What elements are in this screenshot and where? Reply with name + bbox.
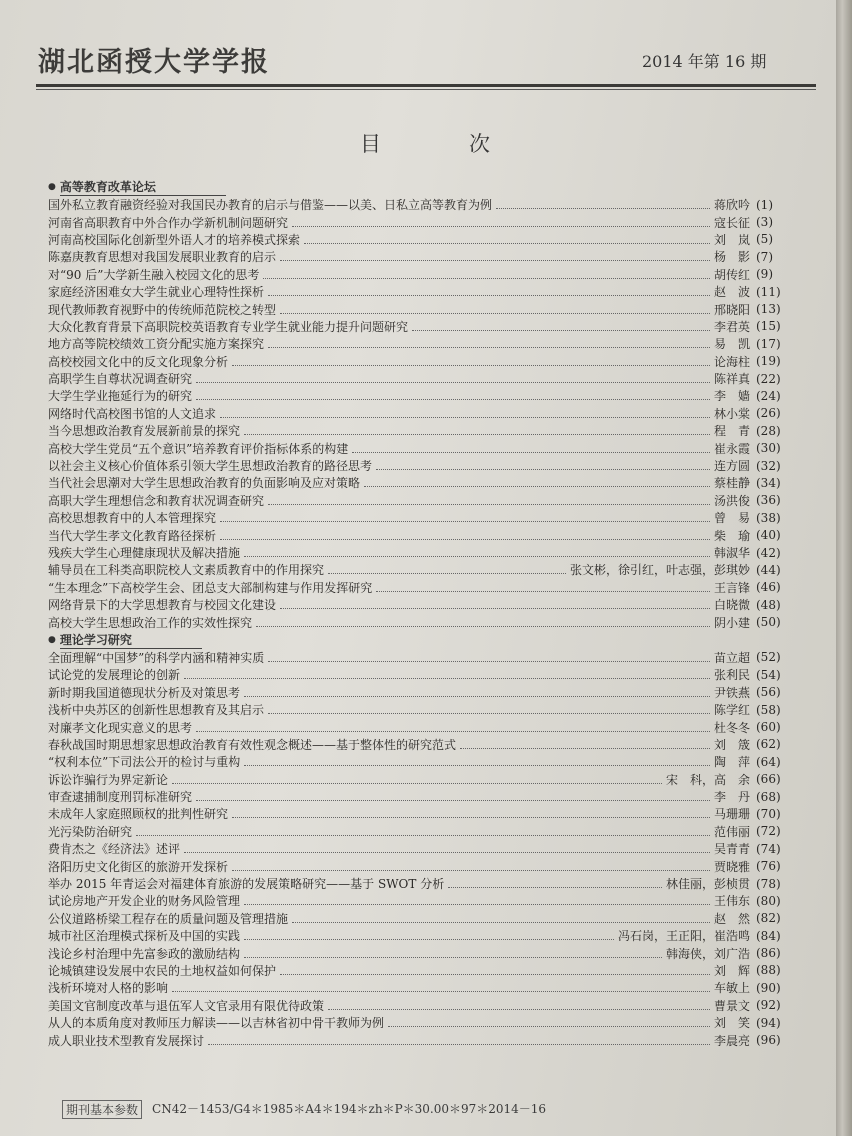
entry-title: 河南省高职教育中外合作办学新机制问题研究 [48,215,289,230]
toc-entry[interactable] [48,231,796,248]
entry-page-number: (42) [756,545,781,560]
leader-dots [196,399,710,400]
toc-entry[interactable] [48,248,796,265]
entry-title: 当代大学生孝文化教育路径探析 [48,528,217,543]
entry-page-number: (11) [756,284,781,299]
entry-author: 李晨亮 [713,1033,750,1048]
toc-entry[interactable] [48,857,796,874]
leader-dots [280,608,710,609]
entry-author: 李 嫱 [713,389,750,404]
entry-title: 未成年人家庭照顾权的批判性研究 [48,807,229,822]
entry-author: 阴小建 [713,615,750,630]
entry-title: 高校大学生思想政治工作的实效性探究 [48,615,253,630]
entry-page-number: (50) [756,615,781,630]
entry-author: 宋 科，高 余 [665,772,750,787]
entry-page-number: (52) [756,650,781,665]
toc-entry[interactable] [48,579,796,596]
entry-title: 当代社会思潮对大学生思想政治教育的负面影响及应对策略 [48,476,361,491]
leader-dots [496,208,710,209]
leader-dots [208,1044,710,1045]
entry-author: 连方圆 [713,459,750,474]
toc-entry[interactable] [48,823,796,840]
entry-page-number: (3) [756,215,773,230]
leader-dots [268,295,710,296]
entry-author: 杜冬冬 [713,720,750,735]
leader-dots [220,539,710,540]
entry-title: 当今思想政治教育发展新前景的探究 [48,424,241,439]
issue-number: 2014 年第 16 期 [642,52,767,71]
entry-title: 高职学生自尊状况调查研究 [48,372,193,387]
leader-dots [364,486,710,487]
entry-author: 论海柱 [713,354,750,369]
entry-author: 寇长征 [713,215,750,230]
entry-author: 范伟丽 [713,824,750,839]
entry-author: 蒋欣吟 [713,198,750,213]
entry-page-number: (48) [756,597,781,612]
section-title: 高等教育改革论坛 [60,178,226,196]
entry-author: 邢晓阳 [713,302,750,317]
entry-title: 现代教师教育视野中的传统师范院校之转型 [48,302,277,317]
leader-dots [172,783,662,784]
entry-title: 对廉孝文化现实意义的思考 [48,720,193,735]
entry-page-number: (74) [756,841,781,856]
leader-dots [220,417,710,418]
toc-entry[interactable] [48,526,796,543]
leader-dots [412,330,710,331]
entry-page-number: (26) [756,406,781,421]
entry-page-number: (78) [756,876,781,891]
entry-page-number: (68) [756,789,781,804]
toc-entry[interactable] [48,805,796,822]
toc-entry[interactable] [48,875,796,892]
entry-title: 全面理解“中国梦”的科学内涵和精神实质 [48,650,265,665]
toc-entry[interactable] [48,613,796,630]
entry-page-number: (22) [756,371,781,386]
entry-title: 成人职业技术型教育发展探讨 [48,1033,205,1048]
entry-page-number: (5) [756,232,773,247]
entry-title: 家庭经济困难女大学生就业心理特性探析 [48,285,265,300]
footer-label: 期刊基本参数 [62,1100,142,1119]
header-rule [36,84,816,87]
toc-entry[interactable] [48,474,796,491]
toc-entry[interactable] [48,439,796,456]
toc-entry[interactable] [48,335,796,352]
entry-page-number: (88) [756,963,781,978]
entry-page-number: (40) [756,528,781,543]
section-bullet-icon: ● [48,182,56,192]
entry-page-number: (9) [756,267,773,282]
toc-entry[interactable] [48,492,796,509]
entry-page-number: (13) [756,302,781,317]
leader-dots [196,731,710,732]
entry-page-number: (19) [756,354,781,369]
entry-author: 易 凯 [713,337,750,352]
entry-page-number: (30) [756,441,781,456]
entry-author: 张文彬，徐引红，叶志强，彭琪妙 [569,563,750,578]
entry-author: 王言锋 [713,580,750,595]
leader-dots [268,347,710,348]
entry-page-number: (24) [756,388,781,403]
leader-dots [196,800,710,801]
entry-author: 柴 瑜 [713,528,750,543]
toc-sections [48,178,796,1049]
entry-author: 程 青 [713,424,750,439]
entry-author: 冯石岗，王正阳，崔浩鸣 [617,929,750,944]
leader-dots [448,887,662,888]
toc-heading [360,128,490,158]
leader-dots [172,991,710,992]
entry-title: 以社会主义核心价值体系引领大学生思想政治教育的路径思考 [48,459,373,474]
leader-dots [388,1026,710,1027]
leader-dots [268,661,710,662]
toc-entry[interactable] [48,771,796,788]
footer-params [62,1100,546,1119]
leader-dots [244,904,710,905]
entry-title: 地方高等院校绩效工资分配实施方案探究 [48,337,265,352]
entry-author: 王伟东 [713,894,750,909]
entry-title: 春秋战国时期思想家思想政治教育有效性观念概述——基于整体性的研究范式 [48,737,457,752]
toc-entry[interactable] [48,944,796,961]
entry-title: 洛阳历史文化街区的旅游开发探析 [48,859,229,874]
toc-entry[interactable] [48,370,796,387]
toc-entry[interactable] [48,283,796,300]
entry-title: 从人的本质角度对教师压力解读——以吉林省初中骨干教师为例 [48,1016,385,1031]
entry-author: 苗立超 [713,650,750,665]
entry-author: 刘 岚 [713,232,750,247]
leader-dots [376,591,710,592]
toc-entry[interactable] [48,353,796,370]
entry-page-number: (60) [756,720,781,735]
leader-dots [460,748,710,749]
leader-dots [232,365,710,366]
toc-entry[interactable] [48,422,796,439]
section-header [48,178,796,196]
entry-author: 马珊珊 [713,807,750,822]
leader-dots [196,382,710,383]
entry-author: 陶 萍 [713,755,750,770]
entry-author: 林佳丽，彭桢贯 [665,877,750,892]
entry-author: 胡传红 [713,267,750,282]
leader-dots [184,852,710,853]
entry-author: 刘 辉 [713,963,750,978]
toc-entry[interactable] [48,788,796,805]
entry-title: 浅析中央苏区的创新性思想教育及其启示 [48,703,265,718]
entry-page-number: (90) [756,980,781,995]
toc-entry[interactable] [48,684,796,701]
entry-page-number: (58) [756,702,781,717]
entry-title: 高校校园文化中的反文化现象分析 [48,354,229,369]
entry-author: 白晓微 [713,598,750,613]
entry-page-number: (96) [756,1033,781,1048]
toc-entry[interactable] [48,1031,796,1048]
leader-dots [220,521,710,522]
leader-dots [244,696,710,697]
toc-entry[interactable] [48,701,796,718]
entry-title: 费肯杰之《经济法》述评 [48,842,181,857]
leader-dots [136,835,710,836]
entry-author: 汤洪俊 [713,493,750,508]
entry-author: 杨 影 [713,250,750,265]
leader-dots [268,713,710,714]
entry-title: 新时期我国道德现状分析及对策思考 [48,685,241,700]
header-rule-thin [36,89,816,90]
entry-page-number: (80) [756,893,781,908]
journal-title: 湖北函授大学学报 [38,47,270,78]
toc-entry[interactable] [48,718,796,735]
entry-page-number: (92) [756,998,781,1013]
entry-author: 车敏上 [713,981,750,996]
entry-author: 陈祥真 [713,372,750,387]
toc-entry[interactable] [48,1014,796,1031]
section-title: 理论学习研究 [60,631,202,649]
toc-entry[interactable] [48,736,796,753]
leader-dots [292,922,710,923]
entry-title: 试论房地产开发企业的财务风险管理 [48,894,241,909]
entry-page-number: (17) [756,336,781,351]
toc-entry[interactable] [48,840,796,857]
leader-dots [232,817,710,818]
entry-author: 韩淑华 [713,546,750,560]
leader-dots [268,504,710,505]
toc-entry[interactable] [48,962,796,979]
entry-author: 贾晓雅 [713,859,750,874]
entry-page-number: (84) [756,928,781,943]
toc-entry[interactable] [48,753,796,770]
entry-author: 崔永霞 [713,441,750,456]
toc-entry[interactable] [48,927,796,944]
entry-title: 论城镇建设发展中农民的土地权益如何保护 [48,963,277,978]
entry-page-number: (72) [756,824,781,839]
leader-dots [328,573,566,574]
entry-title: 高校思想教育中的人本管理探究 [48,511,217,526]
entry-page-number: (1) [756,197,773,212]
entry-page-number: (76) [756,859,781,874]
entry-page-number: (28) [756,423,781,438]
toc-heading-char-1: 目 [360,132,381,156]
entry-page-number: (54) [756,667,781,682]
toc-entry[interactable] [48,457,796,474]
entry-title: 浅析环境对人格的影响 [48,981,169,996]
entry-title: 大众化教育背景下高职院校英语教育专业学生就业能力提升问题研究 [48,319,409,334]
entry-page-number: (64) [756,754,781,769]
entry-author: 李君英 [713,319,750,334]
entry-author: 陈学红 [713,703,750,718]
entry-title: 网络背景下的大学思想教育与校园文化建设 [48,598,277,613]
leader-dots [244,957,662,958]
toc-entry[interactable] [48,892,796,909]
entry-title: 举办 2015 年青运会对福建体育旅游的发展策略研究——基于 SWOT 分析 [48,877,445,892]
entry-title: 诉讼诈骗行为界定新论 [48,772,169,787]
toc-entry[interactable] [48,666,796,683]
leader-dots [376,469,710,470]
entry-author: 尹铁燕 [713,685,750,700]
leader-dots [184,678,710,679]
entry-page-number: (86) [756,946,781,961]
toc-entry[interactable] [48,910,796,927]
entry-page-number: (66) [756,772,781,787]
entry-author: 刘 筬 [713,737,750,752]
entry-title: 残疾大学生心理健康现状及解决措施 [48,546,241,560]
leader-dots [292,226,710,227]
toc-entry[interactable] [48,561,796,578]
entry-page-number: (94) [756,1015,781,1030]
leader-dots [244,765,710,766]
entry-page-number: (44) [756,562,781,577]
leader-dots [280,313,710,314]
entry-page-number: (82) [756,911,781,926]
entry-title: 高校大学生党员“五个意识”培养教育评价指标体系的构建 [48,441,349,456]
toc-entry[interactable] [48,544,796,561]
entry-title: “生本理念”下高校学生会、团总支大部制构建与作用发挥研究 [48,580,373,595]
entry-title: 对“90 后”大学新生融入校园文化的思考 [48,267,260,282]
toc-heading-char-2: 次 [469,132,490,156]
section-bullet-icon: ● [48,634,56,645]
toc-entry[interactable] [48,266,796,283]
entry-title: 美国文官制度改革与退伍军人文官录用有限优待政策 [48,998,325,1013]
footer-param-string: CN42－1453/G4＊1985＊A4＊194＊zh＊P＊30.00＊97＊2014－16 [152,1102,547,1116]
entry-page-number: (15) [756,319,781,334]
entry-author: 曾 易 [713,511,750,526]
entry-author: 赵 然 [713,911,750,926]
entry-title: 陈嘉庚教育思想对我国发展职业教育的启示 [48,250,277,265]
entry-page-number: (32) [756,458,781,473]
leader-dots [244,939,614,940]
toc-entry[interactable] [48,318,796,335]
entry-page-number: (36) [756,493,781,508]
entry-author: 蔡桂静 [713,476,750,491]
entry-title: 辅导员在工科类高职院校人文素质教育中的作用探究 [48,563,325,578]
leader-dots [244,434,710,435]
section-header [48,631,796,649]
entry-author: 张利民 [713,668,750,683]
entry-title: 高职大学生理想信念和教育状况调查研究 [48,493,265,508]
toc-entry[interactable] [48,997,796,1014]
entry-page-number: (46) [756,580,781,595]
entry-title: 试论党的发展理论的创新 [48,668,181,683]
entry-title: “权利本位”下司法公开的检讨与重构 [48,755,241,770]
entry-title: 光污染防治研究 [48,824,133,839]
entry-title: 国外私立教育融资经验对我国民办教育的启示与借鉴——以美、日私立高等教育为例 [48,198,493,213]
leader-dots [232,870,710,871]
toc-entry[interactable] [48,300,796,317]
leader-dots [304,243,710,244]
entry-author: 李 丹 [713,790,750,805]
leader-dots [328,1009,710,1010]
binding-edge [836,0,852,1136]
entry-author: 韩海侠，刘广浩 [665,946,750,961]
entry-author: 曹景文 [713,998,750,1013]
toc-entry[interactable] [48,596,796,613]
entry-author: 刘 笑 [713,1016,750,1031]
entry-author: 赵 波 [713,285,750,300]
entry-page-number: (7) [756,249,773,264]
leader-dots [256,626,710,627]
entry-title: 浅论乡村治理中先富参政的激励结构 [48,946,241,961]
entry-author: 林小棠 [713,406,750,421]
entry-author: 吴青青 [713,842,750,857]
entry-page-number: (38) [756,510,781,525]
leader-dots [244,556,710,557]
toc-entry[interactable] [48,405,796,422]
entry-title: 公仪道路桥梁工程存在的质量问题及管理措施 [48,911,289,926]
toc-entry[interactable] [48,979,796,996]
entry-title: 网络时代高校图书馆的人文追求 [48,406,217,421]
entry-page-number: (70) [756,806,781,821]
toc-entry[interactable] [48,196,796,213]
leader-dots [280,260,710,261]
toc-entry[interactable] [48,649,796,666]
entry-title: 审查逮捕制度刑罚标准研究 [48,790,193,805]
entry-title: 城市社区治理模式探析及中国的实践 [48,929,241,944]
entry-title: 大学生学业拖延行为的研究 [48,389,193,404]
entry-page-number: (34) [756,475,781,490]
leader-dots [352,452,710,453]
entry-page-number: (56) [756,685,781,700]
leader-dots [280,974,710,975]
toc-entry[interactable] [48,213,796,230]
entry-page-number: (62) [756,737,781,752]
entry-title: 河南高校国际化创新型外语人才的培养模式探索 [48,232,301,247]
toc-entry[interactable] [48,387,796,404]
toc-entry[interactable] [48,509,796,526]
leader-dots [263,278,710,279]
